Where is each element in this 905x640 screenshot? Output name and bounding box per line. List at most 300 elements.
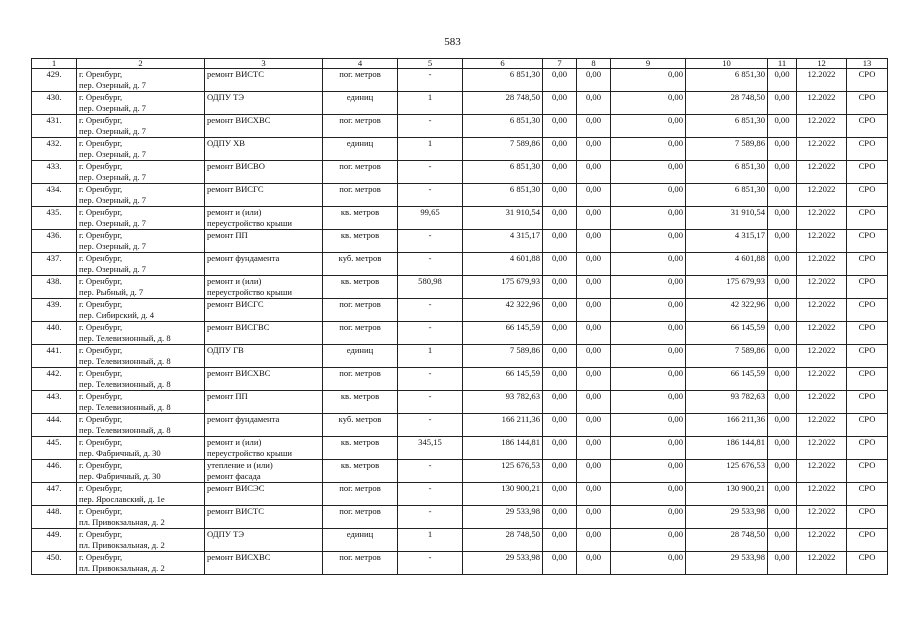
row-number: 429.	[32, 69, 77, 92]
address	[77, 345, 205, 368]
address-line-2: пер. Фабричный, д. 30	[79, 447, 161, 458]
column-header-9: 9	[611, 59, 686, 69]
total-cost: 175 679,93	[463, 276, 543, 299]
work-type	[205, 437, 323, 460]
col-11-value: 0,00	[768, 184, 797, 207]
funding-source: СРО	[847, 368, 888, 391]
col-9-value: 0,00	[611, 345, 686, 368]
funding-source: СРО	[847, 345, 888, 368]
col-7-value: 0,00	[543, 460, 577, 483]
funding-source: СРО	[847, 69, 888, 92]
col-7-value: 0,00	[543, 184, 577, 207]
work-type-line-1: ремонт ВИСЭС	[207, 483, 265, 493]
col-7-value: 0,00	[543, 207, 577, 230]
address-line-2: пер. Рыбный, д. 7	[79, 286, 144, 297]
address-line-2: пл. Привокзальная, д. 2	[79, 516, 165, 527]
col-7-value: 0,00	[543, 529, 577, 552]
col-8-value: 0,00	[577, 368, 611, 391]
funding-source: СРО	[847, 529, 888, 552]
address	[77, 460, 205, 483]
work-type	[205, 230, 323, 253]
quantity: -	[398, 161, 463, 184]
col-11-value: 0,00	[768, 161, 797, 184]
col-11-value: 0,00	[768, 299, 797, 322]
quantity: 1	[398, 529, 463, 552]
column-header-6: 6	[463, 59, 543, 69]
col-9-value: 0,00	[611, 184, 686, 207]
address-line-1: г. Оренбург,	[79, 161, 123, 171]
total-cost: 4 601,88	[463, 253, 543, 276]
completion-date: 12.2022	[797, 460, 847, 483]
work-type-line-1: ремонт ВИСТС	[207, 69, 265, 79]
address	[77, 184, 205, 207]
address-line-1: г. Оренбург,	[79, 207, 123, 217]
total-cost: 66 145,59	[463, 368, 543, 391]
col-9-value: 0,00	[611, 230, 686, 253]
col-10-value: 6 851,30	[686, 184, 768, 207]
address	[77, 115, 205, 138]
address-line-1: г. Оренбург,	[79, 92, 123, 102]
row-number: 449.	[32, 529, 77, 552]
table-row	[32, 161, 888, 184]
col-7-value: 0,00	[543, 253, 577, 276]
col-9-value: 0,00	[611, 414, 686, 437]
col-9-value: 0,00	[611, 253, 686, 276]
work-type-line-1: ремонт ВИСХВС	[207, 115, 271, 125]
work-type	[205, 414, 323, 437]
unit: единиц	[323, 138, 398, 161]
address	[77, 506, 205, 529]
work-type-line-2: переустройство крыши	[207, 217, 292, 228]
address-line-1: г. Оренбург,	[79, 299, 123, 309]
table-row	[32, 529, 888, 552]
completion-date: 12.2022	[797, 322, 847, 345]
work-type-line-1: ремонт ВИСХВС	[207, 368, 271, 378]
table-row	[32, 115, 888, 138]
work-type	[205, 161, 323, 184]
address	[77, 230, 205, 253]
address-line-1: г. Оренбург,	[79, 391, 123, 401]
completion-date: 12.2022	[797, 368, 847, 391]
work-type	[205, 138, 323, 161]
col-9-value: 0,00	[611, 529, 686, 552]
completion-date: 12.2022	[797, 253, 847, 276]
unit: единиц	[323, 529, 398, 552]
total-cost: 7 589,86	[463, 138, 543, 161]
address-line-2: пл. Привокзальная, д. 2	[79, 562, 165, 573]
column-header-3: 3	[205, 59, 323, 69]
work-type-line-1: ремонт ПП	[207, 391, 248, 401]
table-row	[32, 138, 888, 161]
work-type	[205, 322, 323, 345]
col-9-value: 0,00	[611, 299, 686, 322]
quantity: -	[398, 69, 463, 92]
unit: пог. метров	[323, 483, 398, 506]
col-10-value: 29 533,98	[686, 552, 768, 575]
completion-date: 12.2022	[797, 184, 847, 207]
total-cost: 166 211,36	[463, 414, 543, 437]
address-line-1: г. Оренбург,	[79, 253, 123, 263]
col-7-value: 0,00	[543, 391, 577, 414]
row-number: 448.	[32, 506, 77, 529]
work-type	[205, 276, 323, 299]
col-11-value: 0,00	[768, 230, 797, 253]
address-line-1: г. Оренбург,	[79, 115, 123, 125]
completion-date: 12.2022	[797, 391, 847, 414]
work-type	[205, 69, 323, 92]
col-8-value: 0,00	[577, 184, 611, 207]
col-8-value: 0,00	[577, 483, 611, 506]
work-type-line-1: ремонт ВИСГС	[207, 299, 264, 309]
col-8-value: 0,00	[577, 207, 611, 230]
address-line-2: пер. Телевизионный, д. 8	[79, 424, 171, 435]
col-8-value: 0,00	[577, 391, 611, 414]
table-row	[32, 230, 888, 253]
col-11-value: 0,00	[768, 529, 797, 552]
address-line-2: пер. Телевизионный, д. 8	[79, 378, 171, 389]
col-11-value: 0,00	[768, 276, 797, 299]
address	[77, 529, 205, 552]
col-7-value: 0,00	[543, 161, 577, 184]
col-8-value: 0,00	[577, 276, 611, 299]
address-line-2: пл. Привокзальная, д. 2	[79, 539, 165, 550]
funding-source: СРО	[847, 437, 888, 460]
row-number: 436.	[32, 230, 77, 253]
total-cost: 7 589,86	[463, 345, 543, 368]
completion-date: 12.2022	[797, 115, 847, 138]
total-cost: 42 322,96	[463, 299, 543, 322]
address-line-2: пер. Озерный, д. 7	[79, 194, 146, 205]
address	[77, 391, 205, 414]
address-line-1: г. Оренбург,	[79, 69, 123, 79]
completion-date: 12.2022	[797, 138, 847, 161]
address-line-1: г. Оренбург,	[79, 138, 123, 148]
address-line-1: г. Оренбург,	[79, 437, 123, 447]
row-number: 430.	[32, 92, 77, 115]
address-line-1: г. Оренбург,	[79, 506, 123, 516]
quantity: 1	[398, 92, 463, 115]
column-header-1: 1	[32, 59, 77, 69]
unit: пог. метров	[323, 299, 398, 322]
table-row	[32, 483, 888, 506]
col-9-value: 0,00	[611, 138, 686, 161]
total-cost: 4 315,17	[463, 230, 543, 253]
funding-source: СРО	[847, 299, 888, 322]
quantity: -	[398, 483, 463, 506]
table-row	[32, 437, 888, 460]
address-line-2: пер. Фабричный, д. 30	[79, 470, 161, 481]
col-10-value: 175 679,93	[686, 276, 768, 299]
table-row	[32, 345, 888, 368]
col-10-value: 4 601,88	[686, 253, 768, 276]
col-7-value: 0,00	[543, 506, 577, 529]
funding-source: СРО	[847, 391, 888, 414]
work-type-line-1: ремонт ВИСГС	[207, 184, 264, 194]
work-type-line-2: ремонт фасада	[207, 470, 261, 481]
col-11-value: 0,00	[768, 253, 797, 276]
col-7-value: 0,00	[543, 92, 577, 115]
table-row	[32, 414, 888, 437]
col-9-value: 0,00	[611, 506, 686, 529]
col-9-value: 0,00	[611, 276, 686, 299]
total-cost: 93 782,63	[463, 391, 543, 414]
work-type	[205, 115, 323, 138]
col-7-value: 0,00	[543, 552, 577, 575]
total-cost: 66 145,59	[463, 322, 543, 345]
column-header-5: 5	[398, 59, 463, 69]
row-number: 444.	[32, 414, 77, 437]
col-7-value: 0,00	[543, 368, 577, 391]
col-10-value: 6 851,30	[686, 161, 768, 184]
col-11-value: 0,00	[768, 368, 797, 391]
row-number: 446.	[32, 460, 77, 483]
col-7-value: 0,00	[543, 69, 577, 92]
table-row	[32, 368, 888, 391]
address-line-1: г. Оренбург,	[79, 414, 123, 424]
work-type-line-1: ремонт ВИСТС	[207, 506, 265, 516]
col-11-value: 0,00	[768, 92, 797, 115]
total-cost: 6 851,30	[463, 69, 543, 92]
col-10-value: 7 589,86	[686, 345, 768, 368]
work-type	[205, 368, 323, 391]
address	[77, 368, 205, 391]
unit: пог. метров	[323, 115, 398, 138]
unit: пог. метров	[323, 368, 398, 391]
work-type-line-1: ремонт и (или)	[207, 207, 262, 217]
col-10-value: 28 748,50	[686, 92, 768, 115]
col-10-value: 66 145,59	[686, 322, 768, 345]
col-8-value: 0,00	[577, 69, 611, 92]
col-10-value: 7 589,86	[686, 138, 768, 161]
col-9-value: 0,00	[611, 115, 686, 138]
completion-date: 12.2022	[797, 529, 847, 552]
row-number: 438.	[32, 276, 77, 299]
col-10-value: 93 782,63	[686, 391, 768, 414]
quantity: 1	[398, 138, 463, 161]
funding-source: СРО	[847, 414, 888, 437]
col-10-value: 166 211,36	[686, 414, 768, 437]
work-type-line-1: ОДПУ ХВ	[207, 138, 246, 148]
col-9-value: 0,00	[611, 552, 686, 575]
col-8-value: 0,00	[577, 552, 611, 575]
completion-date: 12.2022	[797, 437, 847, 460]
quantity: -	[398, 368, 463, 391]
funding-source: СРО	[847, 115, 888, 138]
address	[77, 552, 205, 575]
work-type-line-1: ремонт фундамента	[207, 253, 280, 263]
table-body	[32, 69, 888, 575]
col-11-value: 0,00	[768, 414, 797, 437]
total-cost: 28 748,50	[463, 92, 543, 115]
address-line-2: пер. Телевизионный, д. 8	[79, 332, 171, 343]
work-type	[205, 552, 323, 575]
column-header-4: 4	[323, 59, 398, 69]
total-cost: 29 533,98	[463, 506, 543, 529]
unit: единиц	[323, 345, 398, 368]
address-line-2: пер. Озерный, д. 7	[79, 240, 146, 251]
address-line-1: г. Оренбург,	[79, 552, 123, 562]
quantity: -	[398, 552, 463, 575]
work-type	[205, 483, 323, 506]
col-8-value: 0,00	[577, 437, 611, 460]
work-type	[205, 345, 323, 368]
col-8-value: 0,00	[577, 529, 611, 552]
completion-date: 12.2022	[797, 299, 847, 322]
funding-source: СРО	[847, 483, 888, 506]
table-row	[32, 299, 888, 322]
work-type-line-1: ремонт ПП	[207, 230, 248, 240]
row-number: 437.	[32, 253, 77, 276]
col-10-value: 28 748,50	[686, 529, 768, 552]
column-header-12: 12	[797, 59, 847, 69]
unit: кв. метров	[323, 437, 398, 460]
col-10-value: 42 322,96	[686, 299, 768, 322]
quantity: -	[398, 230, 463, 253]
table-row	[32, 276, 888, 299]
table-row	[32, 506, 888, 529]
col-9-value: 0,00	[611, 368, 686, 391]
quantity: -	[398, 115, 463, 138]
col-11-value: 0,00	[768, 207, 797, 230]
address	[77, 92, 205, 115]
col-11-value: 0,00	[768, 345, 797, 368]
quantity: -	[398, 506, 463, 529]
col-8-value: 0,00	[577, 460, 611, 483]
unit: кв. метров	[323, 207, 398, 230]
funding-source: СРО	[847, 276, 888, 299]
row-number: 440.	[32, 322, 77, 345]
col-10-value: 125 676,53	[686, 460, 768, 483]
row-number: 435.	[32, 207, 77, 230]
work-type-line-1: ОДПУ ТЭ	[207, 529, 245, 539]
col-7-value: 0,00	[543, 483, 577, 506]
total-cost: 130 900,21	[463, 483, 543, 506]
col-7-value: 0,00	[543, 414, 577, 437]
total-cost: 29 533,98	[463, 552, 543, 575]
work-type	[205, 391, 323, 414]
address-line-1: г. Оренбург,	[79, 345, 123, 355]
col-8-value: 0,00	[577, 345, 611, 368]
address-line-2: пер. Озерный, д. 7	[79, 79, 146, 90]
row-number: 434.	[32, 184, 77, 207]
work-type-line-1: утепление и (или)	[207, 460, 273, 470]
completion-date: 12.2022	[797, 207, 847, 230]
unit: пог. метров	[323, 161, 398, 184]
col-9-value: 0,00	[611, 69, 686, 92]
table-row	[32, 552, 888, 575]
col-9-value: 0,00	[611, 483, 686, 506]
col-11-value: 0,00	[768, 138, 797, 161]
table-row	[32, 184, 888, 207]
work-type-line-1: ремонт и (или)	[207, 276, 262, 286]
funding-source: СРО	[847, 230, 888, 253]
address-line-1: г. Оренбург,	[79, 230, 123, 240]
address	[77, 253, 205, 276]
col-8-value: 0,00	[577, 414, 611, 437]
funding-source: СРО	[847, 253, 888, 276]
address-line-2: пер. Телевизионный, д. 8	[79, 355, 171, 366]
row-number: 441.	[32, 345, 77, 368]
unit: кв. метров	[323, 391, 398, 414]
work-type-line-1: ремонт ВИСХВС	[207, 552, 271, 562]
address-line-2: пер. Ярославский, д. 1е	[79, 493, 165, 504]
quantity: -	[398, 460, 463, 483]
work-type-line-2: переустройство крыши	[207, 447, 292, 458]
col-9-value: 0,00	[611, 322, 686, 345]
completion-date: 12.2022	[797, 345, 847, 368]
col-10-value: 66 145,59	[686, 368, 768, 391]
unit: единиц	[323, 92, 398, 115]
unit: пог. метров	[323, 506, 398, 529]
col-10-value: 186 144,81	[686, 437, 768, 460]
column-header-2: 2	[77, 59, 205, 69]
total-cost: 6 851,30	[463, 115, 543, 138]
quantity: -	[398, 414, 463, 437]
address-line-2: пер. Озерный, д. 7	[79, 125, 146, 136]
work-type	[205, 92, 323, 115]
table-row	[32, 253, 888, 276]
quantity: -	[398, 322, 463, 345]
row-number: 443.	[32, 391, 77, 414]
address-line-2: пер. Озерный, д. 7	[79, 217, 146, 228]
unit: пог. метров	[323, 552, 398, 575]
address-line-1: г. Оренбург,	[79, 368, 123, 378]
work-type	[205, 184, 323, 207]
row-number: 442.	[32, 368, 77, 391]
total-cost: 28 748,50	[463, 529, 543, 552]
row-number: 445.	[32, 437, 77, 460]
funding-source: СРО	[847, 184, 888, 207]
row-number: 439.	[32, 299, 77, 322]
address-line-1: г. Оренбург,	[79, 322, 123, 332]
address-line-2: пер. Озерный, д. 7	[79, 263, 146, 274]
col-9-value: 0,00	[611, 161, 686, 184]
address	[77, 276, 205, 299]
unit: кв. метров	[323, 230, 398, 253]
address-line-1: г. Оренбург,	[79, 460, 123, 470]
completion-date: 12.2022	[797, 552, 847, 575]
quantity: -	[398, 391, 463, 414]
address	[77, 161, 205, 184]
unit: пог. метров	[323, 184, 398, 207]
completion-date: 12.2022	[797, 483, 847, 506]
row-number: 432.	[32, 138, 77, 161]
col-10-value: 29 533,98	[686, 506, 768, 529]
col-8-value: 0,00	[577, 322, 611, 345]
funding-source: СРО	[847, 92, 888, 115]
completion-date: 12.2022	[797, 161, 847, 184]
column-header-13: 13	[847, 59, 888, 69]
table-row	[32, 391, 888, 414]
col-10-value: 4 315,17	[686, 230, 768, 253]
col-10-value: 6 851,30	[686, 69, 768, 92]
address	[77, 437, 205, 460]
work-type-line-1: ремонт фундамента	[207, 414, 280, 424]
quantity: -	[398, 184, 463, 207]
address	[77, 414, 205, 437]
total-cost: 31 910,54	[463, 207, 543, 230]
quantity: 1	[398, 345, 463, 368]
quantity: 99,65	[398, 207, 463, 230]
col-7-value: 0,00	[543, 345, 577, 368]
column-header-11: 11	[768, 59, 797, 69]
table-row	[32, 69, 888, 92]
col-8-value: 0,00	[577, 138, 611, 161]
col-11-value: 0,00	[768, 552, 797, 575]
address	[77, 69, 205, 92]
work-type	[205, 299, 323, 322]
total-cost: 186 144,81	[463, 437, 543, 460]
